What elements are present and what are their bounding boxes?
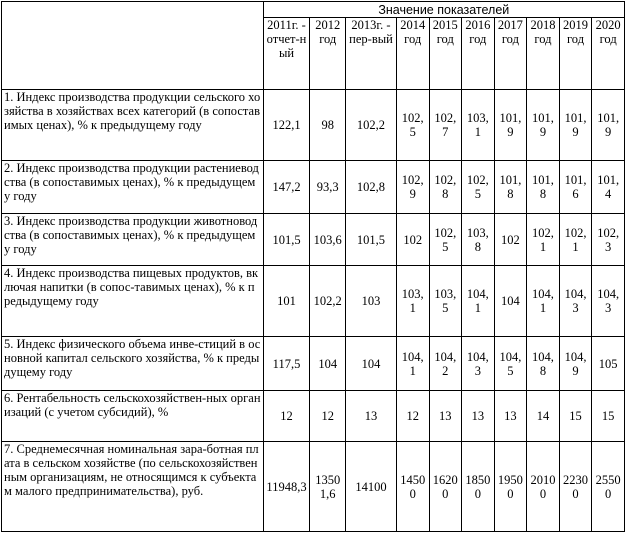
value-cell: 102,5	[396, 90, 429, 161]
value-cell: 102,8	[429, 161, 462, 214]
year-header: 2020 год	[592, 18, 625, 90]
indicator-label: 3. Индекс производства продукции животноводства (в сопоставимых ценах), % к предыдущему году	[2, 214, 264, 266]
value-cell: 14100	[346, 442, 397, 532]
value-cell: 101,9	[592, 90, 625, 161]
value-cell: 103	[346, 266, 397, 337]
year-header: 2012 год	[310, 18, 346, 90]
value-cell: 104,9	[559, 337, 592, 391]
value-cell: 102	[494, 214, 527, 266]
indicator-label: 1. Индекс производства продукции сельского хозяйства в хозяйствах всех категорий (в сопоставимых ценах), % к предыдущему году	[2, 90, 264, 161]
value-cell: 16200	[429, 442, 462, 532]
value-cell: 102,1	[559, 214, 592, 266]
value-cell: 101,9	[494, 90, 527, 161]
table-row	[2, 442, 625, 532]
value-cell: 102	[396, 214, 429, 266]
table-row	[2, 161, 625, 214]
value-cell: 104,3	[592, 266, 625, 337]
value-cell: 13	[429, 391, 462, 442]
value-cell: 12	[263, 391, 310, 442]
value-cell: 102,2	[310, 266, 346, 337]
value-cell: 101,8	[494, 161, 527, 214]
value-cell: 20100	[527, 442, 560, 532]
value-cell: 15	[592, 391, 625, 442]
value-cell: 102,5	[429, 214, 462, 266]
value-cell: 104	[310, 337, 346, 391]
value-cell: 12	[310, 391, 346, 442]
value-cell: 102,3	[592, 214, 625, 266]
value-cell: 103,1	[396, 266, 429, 337]
value-cell: 104,1	[527, 266, 560, 337]
year-header: 2015 год	[429, 18, 462, 90]
value-cell: 101,9	[527, 90, 560, 161]
value-cell: 103,5	[429, 266, 462, 337]
value-cell: 14500	[396, 442, 429, 532]
value-cell: 102,7	[429, 90, 462, 161]
value-cell: 102,1	[527, 214, 560, 266]
indicator-header-cell	[2, 2, 264, 90]
value-cell: 13501,6	[310, 442, 346, 532]
value-cell: 101,4	[592, 161, 625, 214]
value-cell: 104	[494, 266, 527, 337]
year-header: 2013г. - пер-вый	[346, 18, 397, 90]
value-cell: 105	[592, 337, 625, 391]
value-cell: 103,8	[462, 214, 495, 266]
value-cell: 13	[494, 391, 527, 442]
value-cell: 101,6	[559, 161, 592, 214]
year-header: 2019 год	[559, 18, 592, 90]
value-cell: 104,1	[396, 337, 429, 391]
value-cell: 103,6	[310, 214, 346, 266]
value-cell: 122,1	[263, 90, 310, 161]
header-row-super	[2, 2, 625, 18]
year-header: 2018 год	[527, 18, 560, 90]
indicator-label: 2. Индекс производства продукции растениеводства (в сопоставимых ценах), % к предыдущему году	[2, 161, 264, 214]
value-cell: 18500	[462, 442, 495, 532]
indicator-label: 5. Индекс физического объема инве-стиций в основной капитал сельского хозяйства, % к предыдущему году	[2, 337, 264, 391]
table-body	[2, 2, 625, 532]
value-cell: 102,2	[346, 90, 397, 161]
value-cell: 102,5	[462, 161, 495, 214]
year-header: 2016 год	[462, 18, 495, 90]
value-cell: 147,2	[263, 161, 310, 214]
value-cell: 103,1	[462, 90, 495, 161]
value-cell: 11948,3	[263, 442, 310, 532]
year-header: 2017 год	[494, 18, 527, 90]
table-row	[2, 337, 625, 391]
value-cell: 101,5	[346, 214, 397, 266]
value-cell: 104,8	[527, 337, 560, 391]
value-cell: 22300	[559, 442, 592, 532]
value-cell: 15	[559, 391, 592, 442]
value-cell: 12	[396, 391, 429, 442]
indicator-label: 7. Среднемесячная номинальная зара-ботная плата в сельском хозяйстве (по сельскохозяйственным организациям, не относящимся к субъектам малого предпринимательства), руб.	[2, 442, 264, 532]
value-cell: 101	[263, 266, 310, 337]
value-cell: 14	[527, 391, 560, 442]
table-row	[2, 90, 625, 161]
value-cell: 19500	[494, 442, 527, 532]
value-cell: 101,5	[263, 214, 310, 266]
table-row	[2, 391, 625, 442]
table-row	[2, 266, 625, 337]
value-cell: 104,1	[462, 266, 495, 337]
value-cell: 104,3	[462, 337, 495, 391]
value-cell: 101,9	[559, 90, 592, 161]
value-cell: 104,5	[494, 337, 527, 391]
indicator-label: 4. Индекс производства пищевых продуктов, включая напитки (в сопос-тавимых ценах), % к предыдущему году	[2, 266, 264, 337]
value-cell: 102,8	[346, 161, 397, 214]
value-cell: 25500	[592, 442, 625, 532]
value-cell: 102,9	[396, 161, 429, 214]
indicator-label: 6. Рентабельность сельскохозяйствен-ных организаций (с учетом субсидий), %	[2, 391, 264, 442]
value-cell: 104,3	[559, 266, 592, 337]
value-cell: 104	[346, 337, 397, 391]
value-cell: 117,5	[263, 337, 310, 391]
value-cell: 104,2	[429, 337, 462, 391]
value-cell: 98	[310, 90, 346, 161]
indicators-table	[1, 1, 625, 532]
value-cell: 93,3	[310, 161, 346, 214]
values-super-header: Значение показателей	[263, 2, 624, 18]
value-cell: 13	[462, 391, 495, 442]
year-header: 2014 год	[396, 18, 429, 90]
table-row	[2, 214, 625, 266]
value-cell: 101,8	[527, 161, 560, 214]
year-header: 2011г. - отчет-ный	[263, 18, 310, 90]
value-cell: 13	[346, 391, 397, 442]
